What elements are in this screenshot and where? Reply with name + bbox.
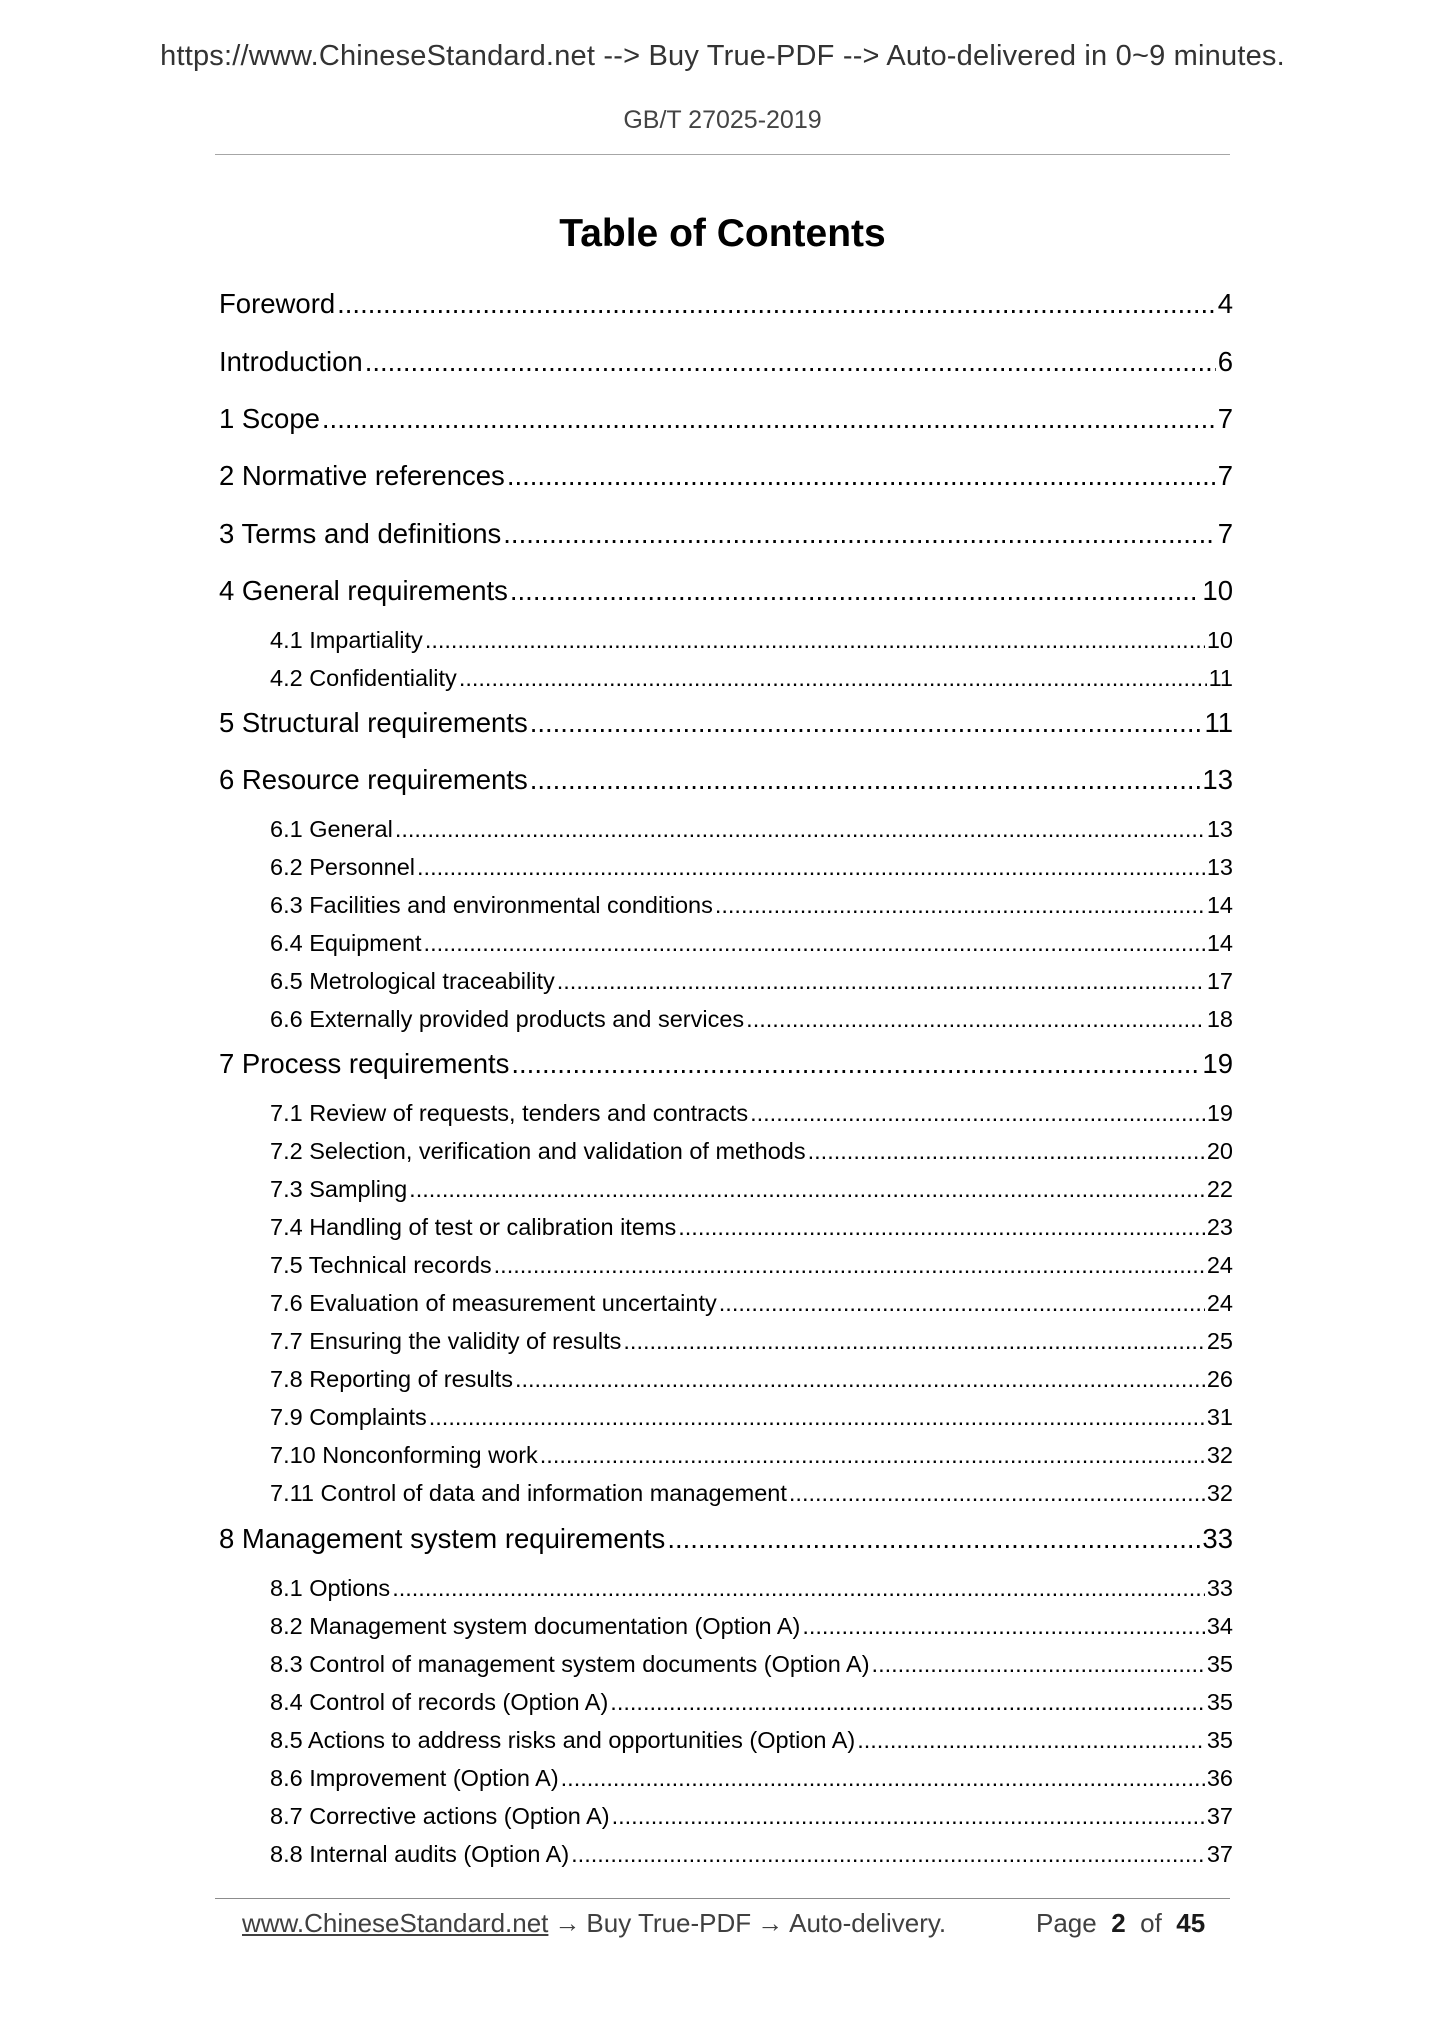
toc-entry-page: 26 [1206, 1366, 1233, 1392]
toc-entry[interactable] [270, 1252, 1233, 1279]
toc-dot-leader [503, 518, 1215, 550]
toc-entry-page: 35 [1206, 1727, 1233, 1753]
toc-entry-page: 37 [1206, 1841, 1233, 1867]
toc-entry-label: 2 Normative references [219, 460, 505, 491]
toc-entry[interactable] [270, 1803, 1233, 1830]
toc-entry[interactable] [270, 665, 1233, 692]
toc-entry[interactable] [270, 1727, 1233, 1754]
toc-entry-label: 4.2 Confidentiality [270, 665, 457, 691]
toc-dot-leader [494, 1252, 1205, 1279]
toc-entry-label: 7.5 Technical records [270, 1252, 492, 1278]
header-divider [215, 154, 1230, 155]
footer-buy-text: Buy True-PDF [586, 1908, 752, 1938]
footer [242, 1908, 1222, 1939]
page-word: Page [1036, 1908, 1097, 1938]
toc-entry-page: 31 [1206, 1404, 1233, 1430]
toc-entry-label: 8.3 Control of management system documents (Option A) [270, 1651, 870, 1677]
toc-entry-label: 4.1 Impartiality [270, 627, 423, 653]
toc-entry[interactable] [270, 1765, 1233, 1792]
toc-dot-leader [507, 460, 1216, 492]
toc-entry[interactable] [270, 968, 1233, 995]
toc-dot-leader [561, 1765, 1205, 1792]
toc-entry-label: 8.1 Options [270, 1575, 391, 1601]
toc-entry[interactable] [270, 1613, 1233, 1640]
toc-entry-page: 23 [1206, 1214, 1233, 1240]
toc-entry[interactable] [270, 1442, 1233, 1469]
toc-dot-leader [540, 1442, 1205, 1469]
toc-title: Table of Contents [559, 212, 886, 255]
toc-dot-leader [510, 575, 1201, 607]
toc-entry-page: 34 [1206, 1613, 1233, 1639]
toc-entry[interactable] [270, 1290, 1233, 1317]
toc-entry-label: 7.7 Ensuring the validity of results [270, 1328, 622, 1354]
toc-entry-label: 4 General requirements [219, 575, 508, 606]
toc-entry-label: 7.10 Nonconforming work [270, 1442, 538, 1468]
toc-entry[interactable] [270, 854, 1233, 881]
toc-entry-label: 6.5 Metrological traceability [270, 968, 555, 994]
toc-entry-page: 11 [1204, 707, 1233, 738]
toc-entry[interactable] [270, 1100, 1233, 1127]
footer-site-link[interactable]: www.ChineseStandard.net [242, 1908, 549, 1938]
toc-entry-page: 32 [1206, 1442, 1233, 1468]
toc-entry-label: 8.4 Control of records (Option A) [270, 1689, 609, 1715]
toc-dot-leader [337, 288, 1216, 320]
toc-entry-page: 33 [1206, 1575, 1233, 1601]
toc-entry-page: 18 [1206, 1006, 1233, 1032]
toc-entry[interactable] [270, 627, 1233, 654]
toc-entry-page: 14 [1206, 892, 1233, 918]
page-total: 45 [1176, 1908, 1206, 1938]
toc-dot-leader [417, 854, 1205, 881]
toc-entry-page: 14 [1206, 930, 1233, 956]
toc-dot-leader [789, 1480, 1205, 1507]
toc-entry[interactable] [270, 816, 1233, 843]
toc-dot-leader [610, 1689, 1205, 1716]
toc-entry-page: 35 [1206, 1651, 1233, 1677]
document-code: GB/T 27025-2019 [623, 106, 822, 134]
page-current: 2 [1111, 1908, 1126, 1938]
toc-entry-page: 10 [1206, 627, 1233, 653]
toc-dot-leader [715, 892, 1205, 919]
toc-entry-label: 6.2 Personnel [270, 854, 416, 880]
toc-entry-label: 7.9 Complaints [270, 1404, 427, 1430]
toc-entry-page: 37 [1206, 1803, 1233, 1829]
toc-dot-leader [802, 1613, 1205, 1640]
toc-entry-page: 13 [1202, 764, 1233, 795]
toc-entry-label: 6.3 Facilities and environmental conditions [270, 892, 713, 918]
toc-dot-leader [515, 1366, 1205, 1393]
toc-dot-leader [459, 665, 1207, 692]
toc-entry[interactable] [219, 346, 1233, 378]
toc-entry-page: 17 [1206, 968, 1233, 994]
toc-entry-page: 6 [1217, 346, 1233, 377]
toc-entry[interactable] [270, 892, 1233, 919]
toc-entry-page: 13 [1206, 854, 1233, 880]
toc-entry-page: 7 [1217, 460, 1233, 491]
toc-dot-leader [429, 1404, 1205, 1431]
toc-entry-label: 7.3 Sampling [270, 1176, 408, 1202]
toc-entry[interactable] [270, 1006, 1233, 1033]
toc-entry-page: 10 [1202, 575, 1233, 606]
toc-entry-page: 35 [1206, 1689, 1233, 1715]
toc-entry-page: 7 [1217, 403, 1233, 434]
toc-entry-label: 8.8 Internal audits (Option A) [270, 1841, 570, 1867]
toc-dot-leader [623, 1328, 1204, 1355]
toc-entry[interactable] [219, 707, 1233, 739]
toc-entry-label: 7.1 Review of requests, tenders and contracts [270, 1100, 749, 1126]
toc-entry[interactable] [270, 1841, 1233, 1868]
toc-entry-page: 7 [1217, 518, 1233, 549]
toc-entry-label: 7.8 Reporting of results [270, 1366, 513, 1392]
toc-entry[interactable] [219, 460, 1233, 492]
toc-dot-leader [571, 1841, 1205, 1868]
toc-entry-label: Foreword [219, 288, 336, 319]
toc-entry-label: 3 Terms and definitions [219, 518, 502, 549]
toc-entry-label: 8.5 Actions to address risks and opportunities (Option A) [270, 1727, 856, 1753]
toc-entry-label: 6.6 Externally provided products and services [270, 1006, 745, 1032]
toc-entry-page: 19 [1202, 1048, 1233, 1079]
toc-dot-leader [808, 1138, 1205, 1165]
toc-entry[interactable] [270, 1404, 1233, 1431]
toc-dot-leader [719, 1290, 1205, 1317]
toc-entry-page: 20 [1206, 1138, 1233, 1164]
footer-divider [215, 1898, 1230, 1899]
toc-entry[interactable] [219, 403, 1233, 435]
toc-entry[interactable] [219, 764, 1233, 796]
toc-dot-leader [750, 1100, 1205, 1127]
toc-entry[interactable] [219, 1048, 1233, 1080]
toc-entry[interactable] [270, 1480, 1233, 1507]
toc-entry-page: 19 [1206, 1100, 1233, 1126]
footer-delivery-text: Auto-delivery. [789, 1908, 947, 1938]
toc-entry-label: 5 Structural requirements [219, 707, 528, 738]
toc-entry-page: 11 [1208, 665, 1233, 691]
toc-entry-label: 8.2 Management system documentation (Option A) [270, 1613, 801, 1639]
toc-entry-page: 22 [1206, 1176, 1233, 1202]
toc-entry-label: 7.4 Handling of test or calibration items [270, 1214, 677, 1240]
toc-entry[interactable] [270, 1328, 1233, 1355]
toc-entry-label: 7.2 Selection, verification and validation of methods [270, 1138, 806, 1164]
of-word: of [1140, 1908, 1162, 1938]
toc-dot-leader [424, 930, 1205, 957]
toc-dot-leader [395, 816, 1205, 843]
toc-entry[interactable] [270, 1366, 1233, 1393]
toc-entry-page: 32 [1206, 1480, 1233, 1506]
toc-entry-page: 24 [1206, 1290, 1233, 1316]
page-indicator [1036, 1908, 1205, 1939]
toc-entry[interactable] [270, 1138, 1233, 1165]
toc-entry-page: 24 [1206, 1252, 1233, 1278]
toc-entry[interactable] [270, 1214, 1233, 1241]
toc-entry-page: 25 [1206, 1328, 1233, 1354]
toc-entry-page: 4 [1217, 288, 1233, 319]
toc-entry-page: 36 [1206, 1765, 1233, 1791]
arrow-right-icon: → [757, 1908, 784, 1938]
toc-dot-leader [612, 1803, 1205, 1830]
toc-entry-label: 7.11 Control of data and information management [270, 1480, 787, 1506]
toc-entry[interactable] [219, 1523, 1233, 1555]
toc-entry-label: 1 Scope [219, 403, 320, 434]
toc-dot-leader [425, 627, 1205, 654]
toc-dot-leader [872, 1651, 1205, 1678]
toc-entry-label: Introduction [219, 346, 363, 377]
toc-entry-label: 8.7 Corrective actions (Option A) [270, 1803, 610, 1829]
arrow-right-icon: → [554, 1908, 581, 1938]
toc-entry[interactable] [219, 518, 1233, 550]
top-banner: https://www.ChineseStandard.net --> Buy True-PDF --> Auto-delivered in 0~9 minutes. [160, 40, 1285, 72]
toc-entry[interactable] [219, 575, 1233, 607]
toc-dot-leader [530, 707, 1203, 739]
toc-dot-leader [667, 1523, 1200, 1555]
toc-dot-leader [511, 1048, 1200, 1080]
toc-entry[interactable] [270, 1651, 1233, 1678]
toc-entry-label: 7.6 Evaluation of measurement uncertainty [270, 1290, 717, 1316]
toc-dot-leader [678, 1214, 1205, 1241]
toc-dot-leader [557, 968, 1205, 995]
toc-entry[interactable] [219, 288, 1233, 320]
toc-dot-leader [409, 1176, 1205, 1203]
toc-entry-label: 6.4 Equipment [270, 930, 422, 956]
toc-dot-leader [322, 403, 1216, 435]
toc-entry[interactable] [270, 1689, 1233, 1716]
toc-entry-label: 8 Management system requirements [219, 1523, 666, 1554]
toc-dot-leader [857, 1727, 1205, 1754]
toc-dot-leader [746, 1006, 1205, 1033]
toc-dot-leader [530, 764, 1201, 796]
toc-dot-leader [365, 346, 1216, 378]
toc-dot-leader [392, 1575, 1205, 1602]
toc-entry-label: 6.1 General [270, 816, 393, 842]
toc-entry-label: 6 Resource requirements [219, 764, 528, 795]
toc-entry-page: 33 [1202, 1523, 1233, 1554]
toc-entry[interactable] [270, 930, 1233, 957]
toc-entry[interactable] [270, 1176, 1233, 1203]
toc-entry-page: 13 [1206, 816, 1233, 842]
toc-entry-label: 7 Process requirements [219, 1048, 510, 1079]
toc-entry[interactable] [270, 1575, 1233, 1602]
toc-entry-label: 8.6 Improvement (Option A) [270, 1765, 559, 1791]
